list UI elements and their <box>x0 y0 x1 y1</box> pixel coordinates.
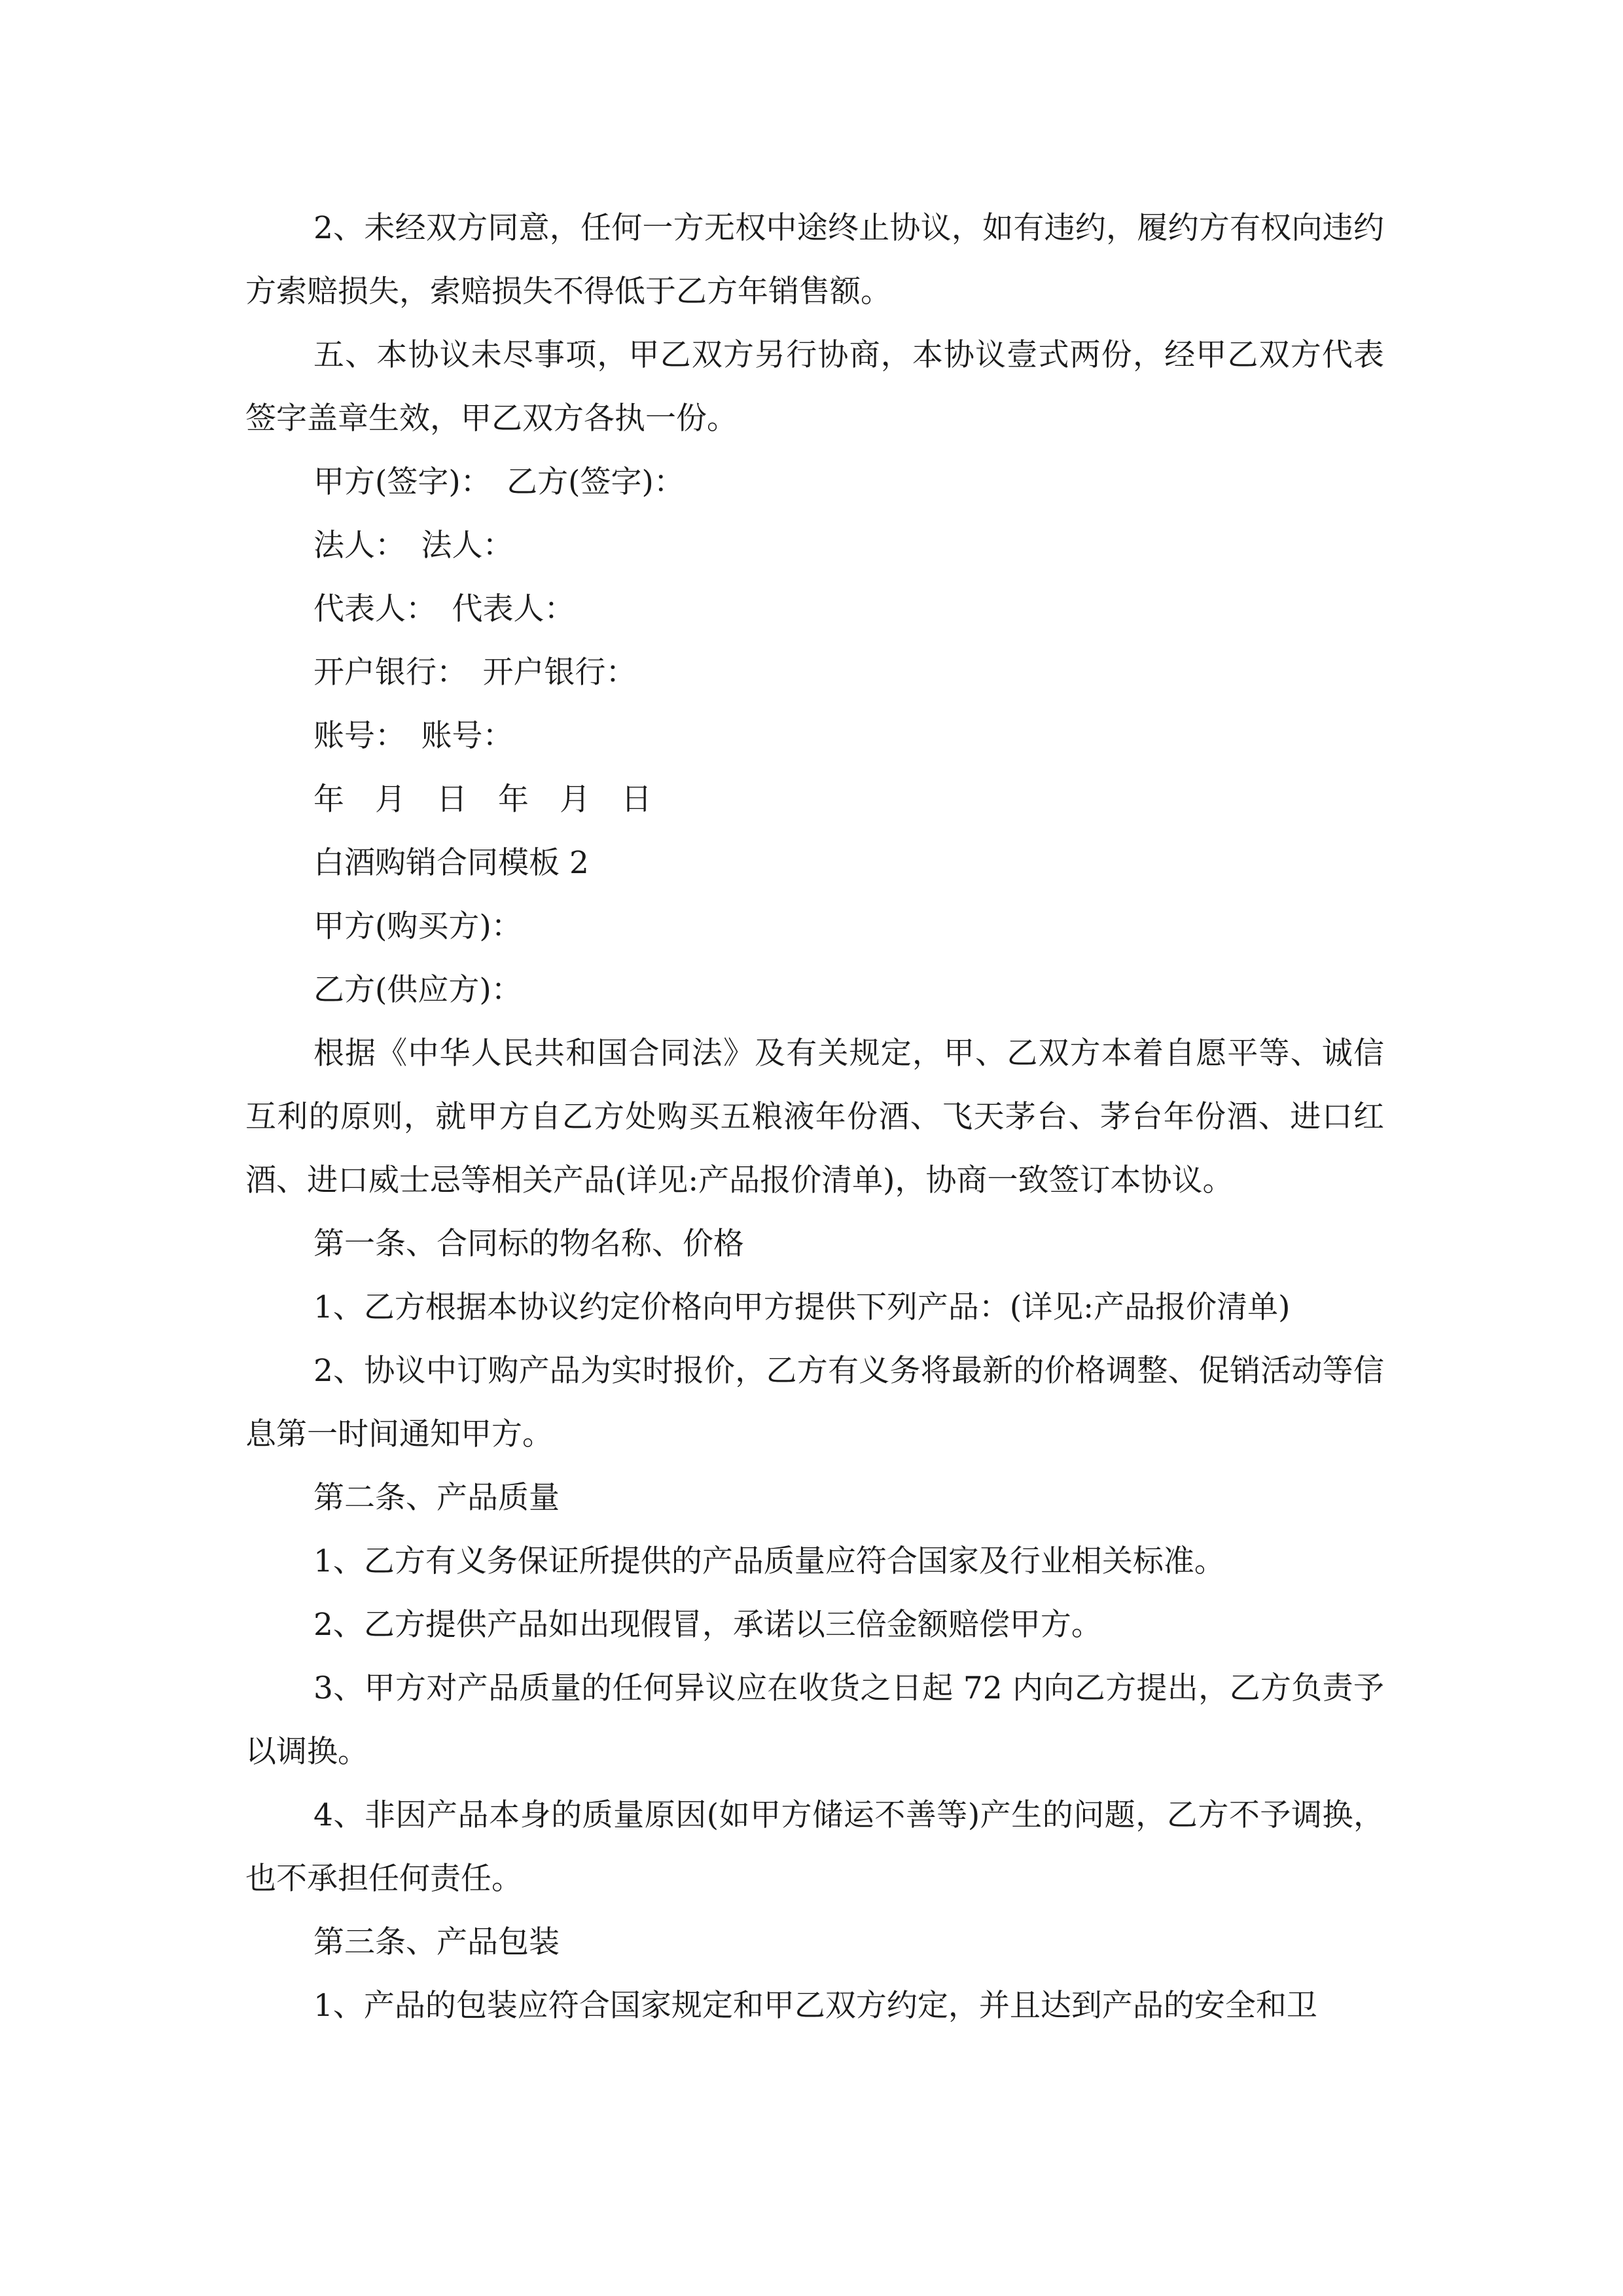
section-title: 白酒购销合同模板 2 <box>313 845 589 881</box>
bank-line: 开户银行： 开户银行： <box>313 655 637 691</box>
paragraph-termination-clause: 2、未经双方同意，任何一方无权中途终止协议，如有违约，履约方有权向违约方索赔损失，索赔损失不得低于乙方年销售额。 <box>245 210 1384 310</box>
legal-person-line: 法人： 法人： <box>313 528 514 564</box>
article-two-item-3: 3、甲方对产品质量的任何异议应在收货之日起 72 内向乙方提出，乙方负责予以调换。 <box>245 1670 1384 1770</box>
date-line: 年 月 日 年 月 日 <box>313 781 652 817</box>
account-line: 账号： 账号： <box>313 718 514 754</box>
article-two-item-2: 2、乙方提供产品如出现假冒，承诺以三倍金额赔偿甲方。 <box>313 1607 1102 1643</box>
representative-line: 代表人： 代表人： <box>313 591 575 627</box>
paragraph-preamble: 根据《中华人民共和国合同法》及有关规定，甲、乙双方本着自愿平等、诚信互利的原则，就甲方自乙方处购买五粮液年份酒、飞天茅台、茅台年份酒、进口红酒、进口威士忌等相关产品(详见:产品报价清单)，协商一致签订本协议。 <box>245 1035 1384 1198</box>
signature-line: 甲方(签字)： 乙方(签字)： <box>313 464 685 500</box>
article-two-item-4: 4、非因产品本身的质量原因(如甲方储运不善等)产生的问题，乙方不予调换，也不承担任何责任。 <box>245 1797 1384 1897</box>
buyer-line: 甲方(购买方)： <box>313 908 522 944</box>
article-two-item-1: 1、乙方有义务保证所提供的产品质量应符合国家及行业相关标准。 <box>313 1543 1225 1579</box>
article-three-item-1: 1、产品的包装应符合国家规定和甲乙双方约定，并且达到产品的安全和卫 <box>313 1988 1317 2024</box>
supplier-line: 乙方(供应方)： <box>313 972 522 1008</box>
article-one-heading: 第一条、合同标的物名称、价格 <box>313 1226 744 1262</box>
paragraph-article-five: 五、本协议未尽事项，甲乙双方另行协商，本协议壹式两份，经甲乙双方代表签字盖章生效，甲乙双方各执一份。 <box>245 337 1384 437</box>
article-one-item-1: 1、乙方根据本协议约定价格向甲方提供下列产品：(详见:产品报价清单) <box>313 1289 1291 1325</box>
article-one-item-2: 2、协议中订购产品为实时报价，乙方有义务将最新的价格调整、促销活动等信息第一时间通知甲方。 <box>245 1353 1384 1452</box>
document-body <box>245 196 1384 2037</box>
article-three-heading: 第三条、产品包装 <box>313 1924 560 1960</box>
article-two-heading: 第二条、产品质量 <box>313 1480 560 1516</box>
